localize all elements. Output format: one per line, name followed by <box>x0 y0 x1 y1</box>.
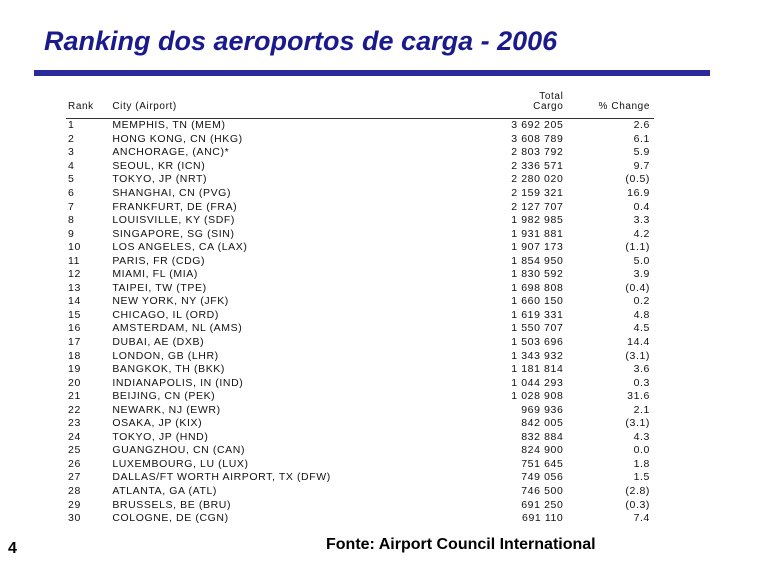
cell-rank: 2 <box>68 132 75 145</box>
cell-rank: 29 <box>68 498 81 511</box>
cell-cargo: 969 936 <box>521 403 564 416</box>
cell-city: SEOUL, KR (ICN) <box>112 159 206 172</box>
cell-city: DUBAI, AE (DXB) <box>112 336 205 349</box>
table-row <box>66 458 654 472</box>
cell-city: TOKYO, JP (NRT) <box>112 173 208 186</box>
cell-cargo: 749 056 <box>521 471 564 484</box>
cell-city: CHICAGO, IL (ORD) <box>112 308 219 321</box>
cell-rank: 26 <box>68 457 81 470</box>
table-row <box>66 173 654 187</box>
cell-rank: 20 <box>68 376 81 389</box>
cell-city: BRUSSELS, BE (BRU) <box>112 498 232 511</box>
cell-rank: 12 <box>68 268 81 281</box>
table-row <box>66 403 654 417</box>
cell-cargo: 2 803 792 <box>511 146 564 159</box>
cell-cargo: 1 931 881 <box>511 227 564 240</box>
table-row <box>66 309 654 323</box>
table-row <box>66 417 654 431</box>
cell-change: (3.1) <box>625 417 650 430</box>
cell-change: 4.3 <box>633 430 650 443</box>
table-row <box>66 363 654 377</box>
cell-city: LUXEMBOURG, LU (LUX) <box>112 457 249 470</box>
cell-city: OSAKA, JP (KIX) <box>112 417 203 430</box>
table-row <box>66 376 654 390</box>
slide-title: Ranking dos aeroportos de carga - 2006 <box>44 26 558 56</box>
cell-rank: 11 <box>68 254 81 267</box>
cell-cargo: 2 127 707 <box>511 200 564 213</box>
cell-change: 16.9 <box>627 187 650 199</box>
table-row <box>66 471 654 485</box>
cell-cargo: 1 181 814 <box>511 363 564 376</box>
cell-rank: 4 <box>68 159 75 172</box>
cell-change: (1.1) <box>625 241 650 254</box>
cell-city: MIAMI, FL (MIA) <box>112 268 198 281</box>
table-row <box>66 512 654 526</box>
cell-cargo: 746 500 <box>521 485 564 498</box>
table-row <box>66 349 654 363</box>
cell-change: 4.2 <box>633 227 650 240</box>
cell-cargo: 691 110 <box>522 512 564 525</box>
cell-cargo: 1 982 985 <box>511 214 564 227</box>
table-row <box>66 431 654 445</box>
cell-rank: 13 <box>68 281 81 294</box>
table-row <box>66 187 654 201</box>
cell-city: TAIPEI, TW (TPE) <box>112 281 207 294</box>
cell-rank: 5 <box>68 173 75 186</box>
table-row <box>66 160 654 174</box>
cell-cargo: 1 830 592 <box>511 268 564 281</box>
cell-cargo: 3 608 789 <box>511 132 564 145</box>
cell-city: BANGKOK, TH (BKK) <box>112 363 226 376</box>
cell-city: NEWARK, NJ (EWR) <box>112 403 221 416</box>
cell-cargo: 832 884 <box>521 430 564 443</box>
cell-city: LOUISVILLE, KY (SDF) <box>112 214 235 227</box>
cell-city: ATLANTA, GA (ATL) <box>112 485 218 498</box>
cell-rank: 21 <box>68 390 81 403</box>
cell-rank: 9 <box>68 227 75 240</box>
cell-change: (0.3) <box>625 498 650 511</box>
cell-change: 5.0 <box>633 254 650 267</box>
cell-rank: 8 <box>68 214 75 227</box>
cell-change: 1.5 <box>633 471 650 484</box>
cell-city: DALLAS/FT WORTH AIRPORT, TX (DFW) <box>112 471 331 484</box>
cell-city: LONDON, GB (LHR) <box>112 349 219 362</box>
cell-change: (3.1) <box>625 349 650 362</box>
cell-rank: 23 <box>68 417 81 430</box>
cell-change: 0.2 <box>633 295 650 308</box>
ranking-table <box>66 88 654 525</box>
cell-change: (0.5) <box>625 173 650 186</box>
cell-city: PARIS, FR (CDG) <box>112 254 206 267</box>
table-row <box>66 227 654 241</box>
cell-rank: 10 <box>68 241 81 254</box>
cell-cargo: 2 336 571 <box>511 159 564 172</box>
cell-change: 4.8 <box>633 308 650 321</box>
cell-change: (2.8) <box>625 485 650 498</box>
cell-city: COLOGNE, DE (CGN) <box>112 512 229 525</box>
cell-change: 7.4 <box>633 512 650 525</box>
cell-cargo: 1 660 150 <box>511 295 564 308</box>
cell-change: 0.4 <box>633 200 650 213</box>
cell-change: 2.6 <box>633 119 650 132</box>
table-body <box>66 119 654 526</box>
cell-rank: 16 <box>68 322 81 335</box>
table-row <box>66 200 654 214</box>
table-row <box>66 390 654 404</box>
cell-change: 5.9 <box>633 146 650 159</box>
cell-cargo: 3 692 205 <box>511 119 564 132</box>
cell-cargo: 1 698 808 <box>511 281 564 294</box>
header-total-cargo <box>445 88 568 119</box>
cell-rank: 15 <box>68 308 81 321</box>
cell-rank: 25 <box>68 444 81 457</box>
table-row <box>66 241 654 255</box>
cell-change: 0.3 <box>633 376 650 389</box>
table-row <box>66 146 654 160</box>
cell-cargo: 691 250 <box>521 498 564 511</box>
table-row <box>66 336 654 350</box>
cell-rank: 1 <box>68 119 75 132</box>
table-row <box>66 295 654 309</box>
cell-rank: 17 <box>68 336 81 349</box>
cell-change: 3.3 <box>633 214 650 227</box>
cell-change: (0.4) <box>625 281 650 294</box>
cell-city: TOKYO, JP (HND) <box>112 430 209 443</box>
cell-city: FRANKFURT, DE (FRA) <box>112 200 238 213</box>
page-number: 4 <box>8 540 17 557</box>
cell-change: 6.1 <box>633 132 650 145</box>
table-row <box>66 485 654 499</box>
table-row <box>66 282 654 296</box>
cell-rank: 27 <box>68 471 81 484</box>
cell-cargo: 1 550 707 <box>511 322 564 335</box>
cell-rank: 14 <box>68 295 81 308</box>
cell-rank: 19 <box>68 363 81 376</box>
cell-change: 14.4 <box>627 336 650 349</box>
cell-rank: 24 <box>68 430 81 443</box>
cell-rank: 7 <box>68 200 75 213</box>
cell-city: HONG KONG, CN (HKG) <box>112 132 243 145</box>
cell-cargo: 1 907 173 <box>511 241 564 254</box>
cell-city: MEMPHIS, TN (MEM) <box>112 119 226 132</box>
cell-change: 4.5 <box>633 322 650 335</box>
cell-change: 31.6 <box>627 390 650 403</box>
cell-cargo: 1 503 696 <box>511 336 564 349</box>
cell-rank: 22 <box>68 403 81 416</box>
cell-city: NEW YORK, NY (JFK) <box>112 295 229 308</box>
ranking-table-panel <box>58 86 662 525</box>
cell-change: 1.8 <box>633 457 650 470</box>
cell-cargo: 824 900 <box>521 444 564 457</box>
header-cargo-line1: Total <box>539 91 564 102</box>
table-row <box>66 322 654 336</box>
cell-rank: 18 <box>68 349 81 362</box>
title-underline <box>34 70 710 76</box>
cell-change: 9.7 <box>633 159 650 172</box>
cell-cargo: 751 645 <box>521 457 564 470</box>
cell-cargo: 1 028 908 <box>511 390 564 403</box>
table-row <box>66 268 654 282</box>
cell-cargo: 1 343 932 <box>511 349 564 362</box>
cell-change: 3.9 <box>633 268 650 281</box>
cell-cargo: 2 280 020 <box>511 173 564 186</box>
cell-city: BEIJING, CN (PEK) <box>112 390 216 403</box>
cell-rank: 30 <box>68 512 81 525</box>
table-header-row <box>66 88 654 119</box>
cell-city: AMSTERDAM, NL (AMS) <box>112 322 243 335</box>
table-row <box>66 444 654 458</box>
cell-rank: 28 <box>68 485 81 498</box>
source-note: Fonte: Airport Council International <box>326 536 596 553</box>
cell-change: 2.1 <box>633 403 650 416</box>
table-row <box>66 498 654 512</box>
header-rank: Rank <box>66 88 112 119</box>
cell-city: GUANGZHOU, CN (CAN) <box>112 444 246 457</box>
cell-change: 3.6 <box>633 363 650 376</box>
cell-cargo: 1 854 950 <box>511 254 564 267</box>
header-cargo-line2: Cargo <box>533 101 564 112</box>
cell-cargo: 1 044 293 <box>511 376 564 389</box>
cell-city: LOS ANGELES, CA (LAX) <box>112 241 248 254</box>
table-row <box>66 254 654 268</box>
cell-cargo: 1 619 331 <box>511 308 564 321</box>
cell-city: SINGAPORE, SG (SIN) <box>112 227 235 240</box>
header-city: City (Airport) <box>112 88 444 119</box>
cell-city: SHANGHAI, CN (PVG) <box>112 187 232 199</box>
table-row <box>66 214 654 228</box>
table-row <box>66 119 654 133</box>
cell-rank: 3 <box>68 146 75 159</box>
header-change: % Change <box>567 88 654 119</box>
cell-cargo: 842 005 <box>521 417 564 430</box>
cell-city: INDIANAPOLIS, IN (IND) <box>112 376 244 389</box>
cell-city: ANCHORAGE, (ANC)* <box>112 146 230 159</box>
cell-change: 0.0 <box>633 444 650 457</box>
table-row <box>66 133 654 147</box>
cell-rank: 6 <box>68 187 75 199</box>
cell-cargo: 2 159 321 <box>511 187 564 199</box>
